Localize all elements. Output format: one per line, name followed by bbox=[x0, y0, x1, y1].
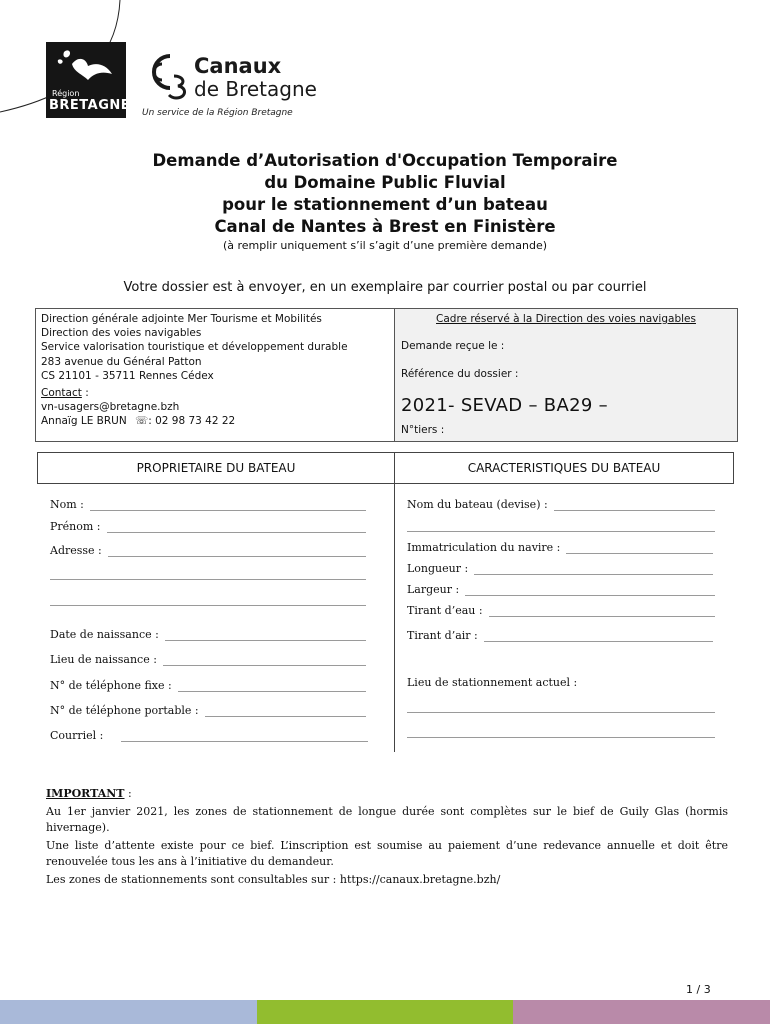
boat-registration-line[interactable] bbox=[566, 545, 713, 554]
owner-landline-line[interactable] bbox=[178, 683, 366, 692]
boat-form-table bbox=[37, 452, 734, 752]
reserved-box bbox=[394, 309, 737, 441]
canaux-bretagne-logo bbox=[138, 48, 338, 120]
boat-draft-label: Tirant d’eau : bbox=[407, 604, 483, 617]
boat-width-label: Largeur : bbox=[407, 583, 460, 596]
owner-birthdate-field[interactable] bbox=[50, 628, 366, 641]
boat-air-draft-label: Tirant d’air : bbox=[407, 629, 478, 642]
reference-label: Référence du dossier : bbox=[401, 368, 519, 380]
boat-air-draft-line[interactable] bbox=[484, 633, 713, 642]
important-para-2: Une liste d’attente existe pour ce bief. L’inscription est soumise au paiement d’une redevance annuelle et doit être renouvelée tous les ans à l’initiative du demandeur. bbox=[46, 838, 728, 868]
footer-segment-pink bbox=[513, 1000, 770, 1024]
owner-firstname-line[interactable] bbox=[107, 524, 366, 533]
owner-header: PROPRIETAIRE DU BATEAU bbox=[38, 453, 395, 483]
important-heading bbox=[46, 786, 728, 803]
owner-address-line-3[interactable] bbox=[50, 605, 366, 606]
region-name: BRETAGNE bbox=[49, 98, 131, 113]
owner-email-line[interactable] bbox=[121, 733, 368, 742]
owner-mobile-line[interactable] bbox=[205, 708, 366, 717]
important-title: IMPORTANT bbox=[46, 787, 125, 800]
postal-address bbox=[36, 309, 394, 441]
contact-row bbox=[41, 386, 389, 400]
boat-draft-line[interactable] bbox=[489, 608, 715, 617]
owner-name-field[interactable] bbox=[50, 498, 366, 511]
contact-email: vn-usagers@bretagne.bzh bbox=[41, 401, 180, 414]
important-para-1: Au 1er janvier 2021, les zones de stationnement de longue durée sont complètes sur le bief de Guily Glas (hormis hivernage). bbox=[46, 804, 728, 834]
de-bretagne-word: de Bretagne bbox=[194, 77, 317, 101]
owner-birthdate-label: Date de naissance : bbox=[50, 628, 159, 641]
reserved-header: Cadre réservé à la Direction des voies navigables bbox=[436, 313, 696, 325]
owner-address-field[interactable] bbox=[50, 544, 366, 557]
boat-name-line[interactable] bbox=[554, 502, 715, 511]
owner-name-line[interactable] bbox=[90, 502, 366, 511]
canaux-word: Canaux bbox=[194, 54, 282, 78]
specs-header: CARACTERISTIQUES DU BATEAU bbox=[467, 461, 661, 475]
contact-person-row bbox=[41, 414, 389, 428]
owner-firstname-label: Prénom : bbox=[50, 520, 101, 533]
owner-address-label: Adresse : bbox=[50, 544, 102, 557]
c3-logo-icon bbox=[140, 50, 192, 106]
address-line-4: 283 avenue du Général Patton bbox=[41, 355, 202, 368]
footer-segment-blue bbox=[0, 1000, 257, 1024]
boat-registration-field[interactable] bbox=[407, 541, 713, 554]
boat-width-field[interactable] bbox=[407, 583, 715, 596]
boat-name-field[interactable] bbox=[407, 498, 715, 511]
owner-address-line[interactable] bbox=[108, 548, 366, 557]
owner-mobile-label: N° de téléphone portable : bbox=[50, 704, 199, 717]
owner-email-field[interactable] bbox=[50, 729, 368, 742]
column-divider bbox=[394, 484, 395, 752]
footer-color-bar bbox=[0, 1000, 770, 1024]
reference-number: 2021- SEVAD – BA29 – bbox=[401, 395, 608, 416]
address-line-2: Direction des voies navigables bbox=[41, 327, 202, 340]
boat-length-line[interactable] bbox=[474, 566, 713, 575]
owner-birthdate-line[interactable] bbox=[165, 632, 366, 641]
boat-table-header bbox=[37, 452, 734, 484]
contact-phone: : 02 98 73 42 22 bbox=[148, 415, 236, 428]
canaux-tagline: Un service de la Région Bretagne bbox=[142, 108, 293, 118]
region-label: Région bbox=[52, 89, 80, 98]
owner-birthplace-field[interactable] bbox=[50, 653, 366, 666]
send-instruction: Votre dossier est à envoyer, en un exemplaire par courrier postal ou par courriel bbox=[123, 280, 647, 295]
title-subtitle: (à remplir uniquement s’il s’agit d’une première demande) bbox=[222, 239, 548, 252]
mooring-location-label: Lieu de stationnement actuel : bbox=[407, 676, 578, 689]
title-line-1: Demande d’Autorisation d'Occupation Temporaire bbox=[152, 151, 618, 170]
contact-person: Annaïg LE BRUN bbox=[41, 415, 127, 428]
important-notice bbox=[46, 786, 728, 889]
owner-mobile-field[interactable] bbox=[50, 704, 366, 717]
boat-air-draft-field[interactable] bbox=[407, 629, 713, 642]
tiers-number-label: N°tiers : bbox=[401, 424, 445, 436]
owner-email-label: Courriel : bbox=[50, 729, 104, 742]
owner-landline-field[interactable] bbox=[50, 679, 366, 692]
title-line-3: pour le stationnement d’un bateau bbox=[222, 195, 548, 214]
boat-draft-field[interactable] bbox=[407, 604, 715, 617]
boat-registration-label: Immatriculation du navire : bbox=[407, 541, 561, 554]
owner-firstname-field[interactable] bbox=[50, 520, 366, 533]
region-bretagne-logo bbox=[46, 42, 131, 118]
telephone-icon: ☏ bbox=[135, 415, 149, 428]
page-number: 1 / 3 bbox=[686, 983, 711, 996]
title-line-2: du Domaine Public Fluvial bbox=[264, 173, 506, 192]
address-box bbox=[35, 308, 738, 442]
boat-name-line-2[interactable] bbox=[407, 531, 715, 532]
document-title bbox=[0, 150, 770, 253]
mooring-location-line-1[interactable] bbox=[407, 712, 715, 713]
owner-birthplace-line[interactable] bbox=[163, 657, 366, 666]
boat-length-field[interactable] bbox=[407, 562, 713, 575]
owner-landline-label: N° de téléphone fixe : bbox=[50, 679, 172, 692]
boat-length-label: Longueur : bbox=[407, 562, 469, 575]
owner-address-line-2[interactable] bbox=[50, 579, 366, 580]
contact-label: Contact bbox=[41, 387, 82, 400]
region-bird-icon bbox=[54, 46, 118, 88]
address-line-3: Service valorisation touristique et développement durable bbox=[41, 341, 348, 354]
boat-width-line[interactable] bbox=[465, 587, 715, 596]
owner-name-label: Nom : bbox=[50, 498, 84, 511]
owner-birthplace-label: Lieu de naissance : bbox=[50, 653, 157, 666]
address-line-1: Direction générale adjointe Mer Tourisme et Mobilités bbox=[41, 313, 322, 325]
footer-segment-green bbox=[257, 1000, 514, 1024]
mooring-location-field bbox=[407, 676, 715, 689]
received-date-label: Demande reçue le : bbox=[401, 340, 505, 352]
important-para-3: Les zones de stationnements sont consultables sur : https://canaux.bretagne.bzh/ bbox=[46, 872, 501, 886]
title-line-4: Canal de Nantes à Brest en Finistère bbox=[214, 217, 556, 236]
mooring-location-line-2[interactable] bbox=[407, 737, 715, 738]
contact-colon: : bbox=[81, 387, 89, 400]
boat-name-label: Nom du bateau (devise) : bbox=[407, 498, 548, 511]
address-line-5: CS 21101 - 35711 Rennes Cédex bbox=[41, 369, 214, 382]
important-title-colon: : bbox=[124, 787, 132, 800]
